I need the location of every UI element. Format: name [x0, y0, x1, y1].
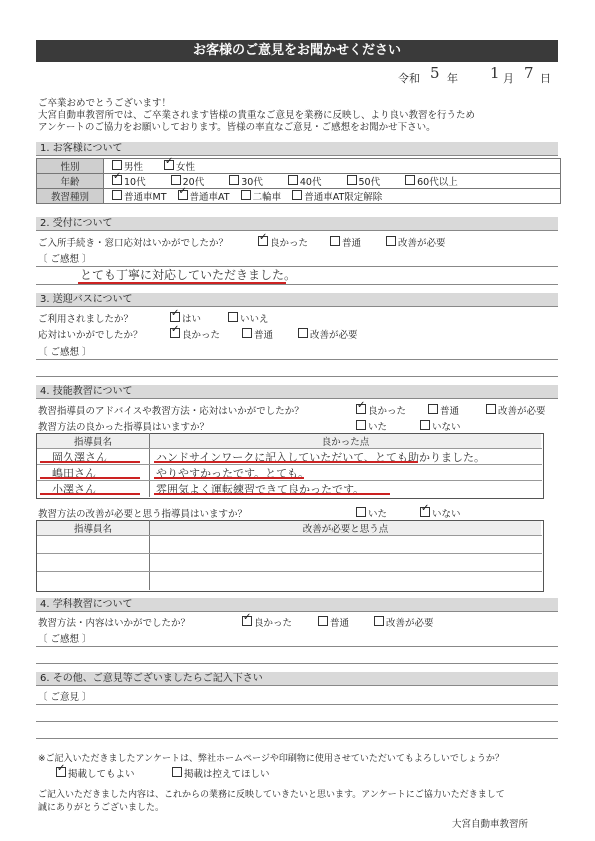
divider: [36, 704, 558, 705]
course-mt-option[interactable]: 普通車MT: [112, 192, 167, 203]
red-underline: [154, 461, 418, 463]
divider: [36, 721, 558, 722]
other-comment-label: 〔 ご意見 〕: [38, 692, 92, 703]
footer-thanks-line: ご記入いただきました内容は、これからの業務に反映していきたいと思います。アンケートにご協力いただきまして: [38, 790, 505, 800]
red-underline: [154, 493, 390, 495]
skill-advice-question: 教習指導員のアドバイスや教習方法・応対はいかがでしたか？: [38, 406, 304, 417]
intro-line: アンケートのご協力をお願いしております。皆様の率直なご意見・ご感想をお聞かせ下さい。: [38, 122, 436, 133]
age-20s-option[interactable]: 20代: [171, 177, 205, 188]
age-40s-option[interactable]: 40代: [288, 177, 322, 188]
red-underline: [40, 493, 140, 495]
date-month[interactable]: 1: [490, 64, 500, 82]
section-1-title: 1. お客様について: [36, 142, 558, 156]
divider: [37, 553, 542, 554]
consent-question: ※ご記入いただきましたアンケートは、弊社ホームページや印刷物に使用させていただいてもよろしいでしょうか？: [38, 754, 504, 764]
profile-table: [36, 158, 561, 204]
bad-instructor-yes-option[interactable]: いた: [356, 506, 387, 520]
bus-service-question: 応対はいかがでしたか？: [38, 330, 143, 341]
divider: [36, 359, 558, 360]
section-4-title: 4. 技能教習について: [36, 385, 558, 399]
good-instructor-point[interactable]: ハンドサインワークに記入していただいて、とても助かりました。: [156, 451, 486, 464]
page-title: お客様のご意見をお聞かせください: [36, 40, 558, 62]
divider: [36, 663, 558, 664]
bad-table-header-name: 指導員名: [37, 521, 149, 535]
bus-use-yes-option[interactable]: ✓ はい: [170, 311, 201, 325]
reception-comment[interactable]: とても丁寧に対応していただきました。: [80, 268, 297, 282]
course-type-label: 教習種別: [37, 189, 104, 204]
consent-allow-option[interactable]: ✓掲載してもよい: [56, 766, 135, 780]
divider: [37, 535, 542, 536]
divider: [36, 376, 558, 377]
course-at-option[interactable]: ✓ 普通車AT: [178, 192, 230, 203]
reception-normal-option[interactable]: 普通: [330, 235, 361, 249]
divider: [36, 738, 558, 739]
divider: [149, 433, 150, 497]
gender-female-option[interactable]: ✓ 女性: [164, 162, 195, 173]
age-30s-option[interactable]: 30代: [229, 177, 263, 188]
bus-use-question: ご利用されましたか？: [38, 314, 134, 325]
date-day[interactable]: 7: [524, 64, 534, 82]
date-day-unit: 日: [540, 72, 551, 85]
age-50s-option[interactable]: 50代: [347, 177, 381, 188]
date-era: 令和: [398, 72, 420, 85]
good-instructor-yes-option[interactable]: いた: [356, 419, 387, 433]
company-name: 大宮自動車教習所: [452, 819, 529, 830]
section-6-title: 6. その他、ご意見等ございましたらご記入下さい: [36, 672, 558, 686]
lecture-good-option[interactable]: ✓ 良かった: [242, 615, 292, 629]
lecture-normal-option[interactable]: 普通: [318, 615, 349, 629]
red-underline: [154, 477, 304, 479]
intro-line: 大宮自動車教習所では、ご卒業されます皆様の貴重なご意見を業務に反映し、より良い教習を行うため: [38, 110, 476, 121]
reception-question: ご入所手続き・窓口応対はいかがでしたか？: [38, 238, 229, 249]
bus-normal-option[interactable]: 普通: [242, 327, 273, 341]
good-table-header-point: 良かった点: [150, 434, 541, 448]
good-instructor-point[interactable]: やりやすかったです。とても。: [156, 467, 310, 480]
bus-good-option[interactable]: ✓ 良かった: [170, 327, 220, 341]
date-year[interactable]: 5: [430, 64, 440, 82]
intro-line: ご卒業おめでとうございます！: [38, 98, 172, 109]
age-60s-option[interactable]: 60代以上: [405, 177, 458, 188]
skill-good-option[interactable]: ✓ 良かった: [356, 403, 406, 417]
bad-instructor-no-option[interactable]: ✓ いない: [420, 506, 461, 520]
course-at-limit-option[interactable]: 普通車AT限定解除: [292, 192, 382, 203]
gender-label: 性別: [37, 159, 104, 174]
age-10s-option[interactable]: ✓ 10代: [112, 177, 146, 188]
good-instructor-name[interactable]: 岡久澤さん: [52, 451, 107, 464]
lecture-question: 教習方法・内容はいかがでしたか？: [38, 618, 191, 629]
good-table-header-name: 指導員名: [37, 434, 149, 448]
divider: [36, 646, 558, 647]
good-instructor-name[interactable]: 嶋田さん: [52, 467, 96, 480]
bus-use-no-option[interactable]: いいえ: [228, 311, 269, 325]
lecture-improve-option[interactable]: 改善が必要: [374, 615, 434, 629]
divider: [36, 284, 558, 285]
date-month-unit: 月: [503, 72, 514, 85]
section-2-title: 2. 受付について: [36, 217, 558, 231]
reception-comment-label: 〔 ご感想 〕: [38, 254, 92, 265]
skill-normal-option[interactable]: 普通: [428, 403, 459, 417]
bus-comment-label: 〔 ご感想 〕: [38, 347, 92, 358]
reception-improve-option[interactable]: 改善が必要: [386, 235, 446, 249]
gender-male-option[interactable]: 男性: [112, 162, 143, 173]
skill-improve-option[interactable]: 改善が必要: [486, 403, 546, 417]
course-moto-option[interactable]: 二輪車: [241, 192, 282, 203]
red-underline: [40, 461, 140, 463]
bus-improve-option[interactable]: 改善が必要: [298, 327, 358, 341]
divider: [37, 571, 542, 572]
age-label: 年齢: [37, 174, 104, 189]
footer-thanks-line: 誠にありがとうございました。: [38, 803, 165, 813]
reception-good-option[interactable]: ✓ 良かった: [258, 235, 308, 249]
good-instructor-no-option[interactable]: いない: [420, 419, 461, 433]
bad-table-header-point: 改善が必要と思う点: [150, 521, 541, 535]
red-underline: [40, 477, 140, 479]
lecture-comment-label: 〔 ご感想 〕: [38, 634, 92, 645]
good-instructor-question: 教習方法の良かった指導員はいますか？: [38, 422, 210, 433]
divider: [149, 520, 150, 590]
consent-deny-option[interactable]: 掲載は控えてほしい: [172, 766, 270, 780]
date-year-unit: 年: [447, 72, 458, 85]
section-3-title: 3. 送迎バスについて: [36, 293, 558, 307]
good-instructor-name[interactable]: 小澤さん: [52, 483, 96, 496]
section-5-title: 4. 学科教習について: [36, 598, 558, 612]
good-instructor-point[interactable]: 雰囲気よく運転練習できて良かったです。: [156, 483, 365, 496]
bad-instructor-question: 教習方法の改善が必要と思う指導員はいますか？: [38, 509, 248, 520]
